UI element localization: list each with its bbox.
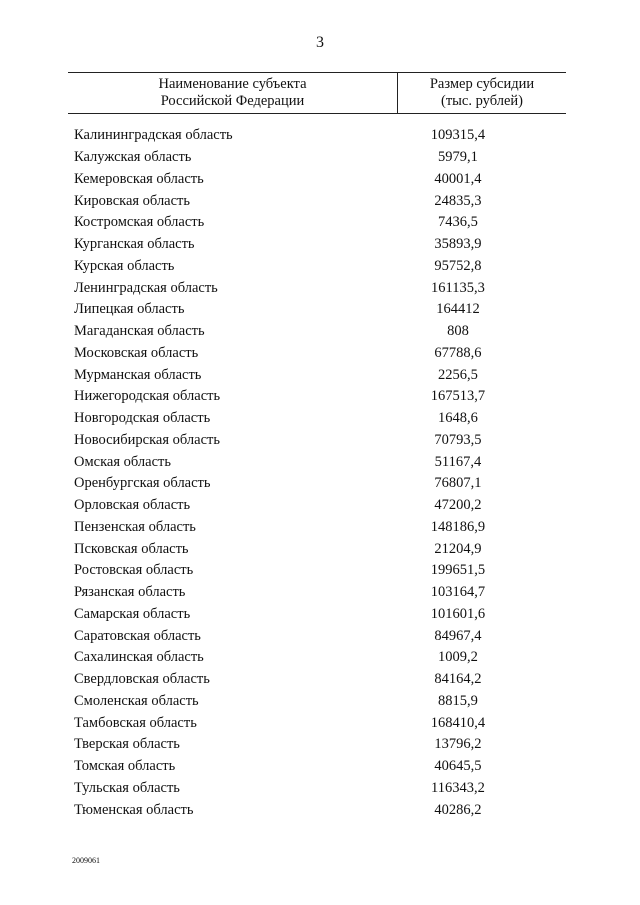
subsidy-amount: 40645,5 [434, 758, 482, 775]
region-name: Ленинградская область [74, 279, 218, 296]
subsidy-amount: 116343,2 [431, 779, 485, 796]
table-row [74, 778, 534, 800]
column-header-amount [398, 73, 566, 113]
region-name: Свердловская область [74, 671, 210, 688]
region-name: Томская область [74, 758, 176, 775]
subsidy-amount: 1648,6 [438, 410, 478, 427]
column-header-region-line1: Наименование субъекта [158, 76, 307, 92]
table-row [74, 321, 534, 343]
table-row [74, 147, 534, 169]
region-name: Калужская область [74, 149, 192, 166]
region-name: Кемеровская область [74, 170, 204, 187]
table-row [74, 277, 534, 299]
table-row [74, 190, 534, 212]
table-row [74, 430, 534, 452]
subsidy-amount: 84164,2 [434, 671, 482, 688]
table-row [74, 495, 534, 517]
subsidy-amount: 161135,3 [431, 279, 485, 296]
subsidy-amount: 76807,1 [434, 475, 482, 492]
region-name: Рязанская область [74, 584, 186, 601]
subsidy-amount: 40286,2 [434, 801, 482, 818]
table-row [74, 473, 534, 495]
region-name: Ростовская область [74, 562, 194, 579]
subsidy-amount: 47200,2 [434, 497, 482, 514]
region-name: Саратовская область [74, 627, 201, 644]
table-row [74, 343, 534, 365]
subsidy-amount: 35893,9 [434, 236, 482, 253]
region-name: Московская область [74, 344, 199, 361]
region-name: Тверская область [74, 736, 180, 753]
table-row [74, 712, 534, 734]
subsidy-amount: 1009,2 [438, 649, 478, 666]
region-name: Смоленская область [74, 692, 199, 709]
region-name: Кировская область [74, 192, 191, 209]
region-name: Тюменская область [74, 801, 194, 818]
subsidy-amount: 168410,4 [430, 714, 486, 731]
subsidy-amount: 2256,5 [438, 366, 478, 383]
region-name: Новосибирская область [74, 431, 220, 448]
subsidy-amount: 148186,9 [430, 518, 486, 535]
region-name: Сахалинская область [74, 649, 204, 666]
table-row [74, 691, 534, 713]
region-name: Мурманская область [74, 366, 202, 383]
subsidy-amount: 24835,3 [434, 192, 482, 209]
document-id: 2009061 [72, 856, 100, 865]
table-row [74, 756, 534, 778]
subsidy-amount: 808 [447, 323, 469, 340]
column-header-amount-line1: Размер субсидии [429, 76, 535, 92]
subsidy-amount: 51167,4 [434, 453, 482, 470]
table-row [74, 734, 534, 756]
region-name: Новгородская область [74, 410, 211, 427]
table-row [74, 604, 534, 626]
table-row [74, 625, 534, 647]
table-row [74, 582, 534, 604]
table-header-row [68, 72, 566, 114]
subsidy-amount: 5979,1 [438, 149, 478, 166]
region-name: Орловская область [74, 497, 191, 514]
table-row [74, 256, 534, 278]
region-name: Калининградская область [74, 127, 233, 144]
table-row [74, 517, 534, 539]
subsidy-table-body [74, 125, 534, 821]
table-row [74, 234, 534, 256]
column-header-amount-line2: (тыс. рублей) [441, 93, 523, 109]
table-row [74, 364, 534, 386]
region-name: Магаданская область [74, 323, 205, 340]
subsidy-table-header [68, 72, 566, 114]
column-header-region [68, 73, 398, 113]
region-name: Нижегородская область [74, 388, 221, 405]
table-row [74, 799, 534, 821]
subsidy-amount: 109315,4 [430, 127, 486, 144]
region-name: Оренбургская область [74, 475, 211, 492]
subsidy-amount: 101601,6 [430, 605, 486, 622]
subsidy-amount: 95752,8 [434, 257, 482, 274]
subsidy-amount: 84967,4 [434, 627, 482, 644]
region-name: Пензенская область [74, 518, 196, 535]
table-row [74, 125, 534, 147]
region-name: Омская область [74, 453, 171, 470]
subsidy-amount: 13796,2 [434, 736, 482, 753]
subsidy-amount: 8815,9 [438, 692, 478, 709]
table-row [74, 647, 534, 669]
table-row [74, 538, 534, 560]
subsidy-amount: 70793,5 [434, 431, 482, 448]
subsidy-amount: 167513,7 [430, 388, 486, 405]
page-number: 3 [316, 34, 324, 51]
table-row [74, 560, 534, 582]
region-name: Липецкая область [74, 301, 185, 318]
table-row [74, 451, 534, 473]
subsidy-amount: 164412 [436, 301, 480, 318]
region-name: Псковская область [74, 540, 189, 557]
subsidy-amount: 21204,9 [434, 540, 482, 557]
table-row [74, 386, 534, 408]
table-row [74, 669, 534, 691]
column-header-region-line2: Российской Федерации [160, 93, 305, 109]
table-row [74, 212, 534, 234]
region-name: Самарская область [74, 605, 191, 622]
table-row [74, 408, 534, 430]
region-name: Курская область [74, 257, 175, 274]
table-row [74, 169, 534, 191]
region-name: Тамбовская область [74, 714, 197, 731]
region-name: Тульская область [74, 779, 180, 796]
subsidy-amount: 67788,6 [434, 344, 482, 361]
subsidy-amount: 40001,4 [434, 170, 482, 187]
region-name: Костромская область [74, 214, 205, 231]
region-name: Курганская область [74, 236, 195, 253]
table-row [74, 299, 534, 321]
subsidy-amount: 103164,7 [430, 584, 486, 601]
subsidy-amount: 199651,5 [430, 562, 486, 579]
subsidy-amount: 7436,5 [438, 214, 478, 231]
